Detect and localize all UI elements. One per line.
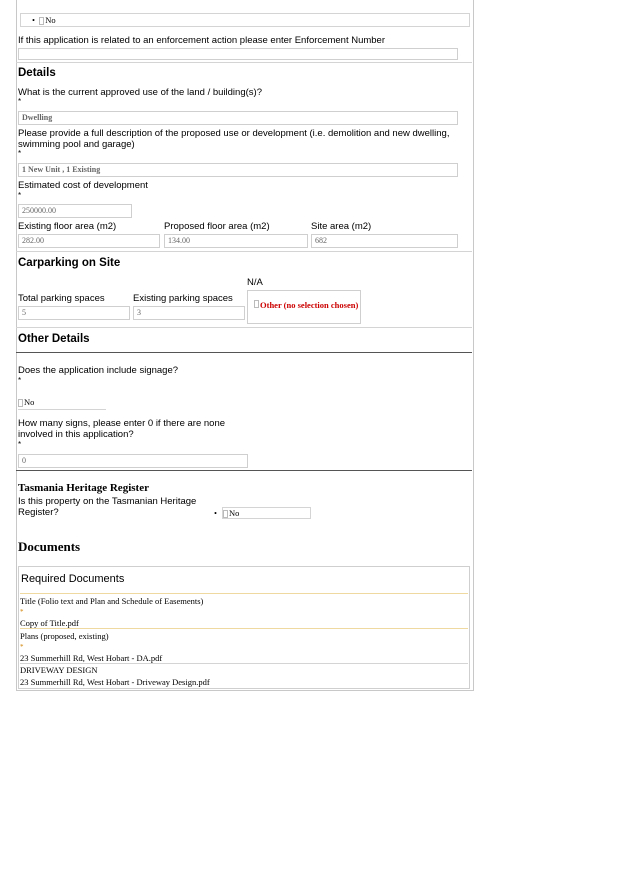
required-marker: * [18, 149, 22, 158]
enforcement-question: If this application is related to an enforcement action please enter Enforcement Number [18, 35, 386, 46]
document-title: DRIVEWAY DESIGN [20, 665, 98, 675]
required-marker: * [20, 608, 24, 616]
parking-heading: Carparking on Site [18, 257, 121, 269]
document-title: Title (Folio text and Plan and Schedule of Easements) [20, 596, 204, 606]
heritage-heading: Tasmania Heritage Register [18, 482, 149, 494]
total-parking-field[interactable]: 5 [18, 306, 130, 320]
document-file-link[interactable]: Copy of Title.pdf [20, 618, 79, 628]
existing-parking-field[interactable]: 3 [133, 306, 245, 320]
cost-field[interactable]: 250000.00 [18, 204, 132, 218]
divider [16, 251, 472, 252]
bullet-icon: • [214, 508, 217, 518]
proposed-floor-label: Proposed floor area (m2) [164, 221, 270, 232]
parking-na: N/A [247, 277, 263, 288]
current-use-field[interactable]: Dwelling [18, 111, 458, 125]
divider [16, 327, 472, 328]
proposed-floor-field[interactable]: 134.00 [164, 234, 308, 248]
heritage-selected-option [214, 508, 219, 518]
signage-select[interactable]: No [18, 397, 106, 410]
heritage-select[interactable]: No [222, 507, 311, 519]
checkbox-icon [18, 399, 23, 407]
signs-count-field[interactable]: 0 [18, 454, 248, 468]
document-row [20, 628, 468, 664]
required-marker: * [18, 97, 22, 106]
required-marker: * [18, 440, 22, 449]
signage-question: Does the application include signage? [18, 365, 179, 376]
signs-count-question: How many signs, please enter 0 if there are none involved in this application? [18, 418, 226, 440]
section-divider [16, 470, 472, 471]
site-area-field[interactable]: 682 [311, 234, 458, 248]
other-details-heading: Other Details [18, 333, 90, 345]
heritage-question: Is this property on the Tasmanian Heritage Register? [18, 496, 197, 518]
section-divider [16, 352, 472, 353]
checkbox-icon [254, 300, 259, 308]
checkbox-icon [39, 17, 44, 25]
parking-other-label: Other (no selection chosen) [260, 300, 359, 310]
required-documents-title: Required Documents [21, 573, 125, 585]
checkbox-icon [223, 510, 228, 518]
existing-floor-label: Existing floor area (m2) [18, 221, 117, 232]
description-question: Please provide a full description of the proposed use or development (i.e. demolition and new dwelling, swimming pool and garage) [18, 128, 450, 150]
enforcement-number-field[interactable] [18, 48, 458, 60]
required-marker: * [18, 191, 22, 200]
existing-parking-label: Existing parking spaces [133, 293, 233, 304]
total-parking-label: Total parking spaces [18, 293, 105, 304]
existing-floor-field[interactable]: 282.00 [18, 234, 160, 248]
document-row [20, 663, 468, 688]
site-area-label: Site area (m2) [311, 221, 372, 232]
required-marker: * [20, 643, 24, 651]
top-select-field[interactable] [20, 13, 470, 27]
divider [16, 62, 472, 63]
bullet-icon: • [32, 15, 35, 25]
details-heading: Details [18, 67, 56, 79]
document-row [20, 593, 468, 629]
documents-heading: Documents [18, 539, 81, 554]
parking-other-box[interactable] [247, 290, 361, 324]
current-use-question: What is the current approved use of the land / building(s)? [18, 87, 262, 98]
document-file-link[interactable]: 23 Summerhill Rd, West Hobart - Driveway Design.pdf [20, 677, 210, 687]
cost-question: Estimated cost of development [18, 180, 148, 191]
description-field[interactable]: 1 New Unit , 1 Existing [18, 163, 458, 177]
top-selected-option: • No [32, 15, 56, 25]
document-file-link[interactable]: 23 Summerhill Rd, West Hobart - DA.pdf [20, 653, 163, 663]
required-marker: * [18, 376, 22, 385]
document-title: Plans (proposed, existing) [20, 631, 109, 641]
